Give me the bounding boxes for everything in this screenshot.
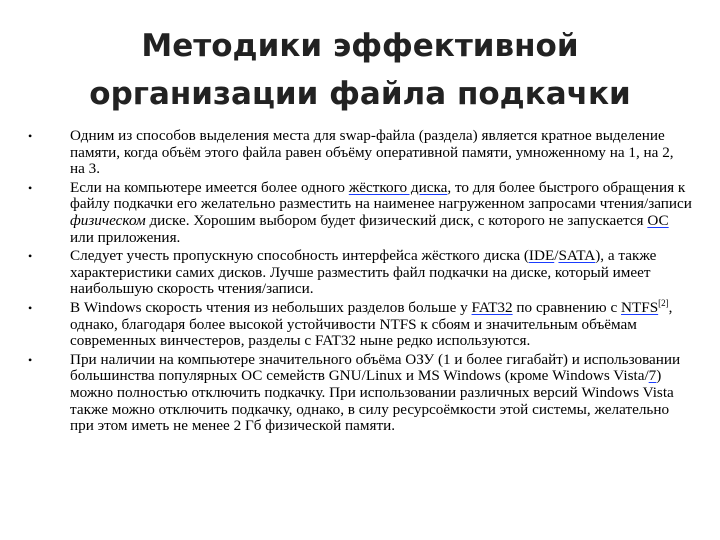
bullet-text: или приложения. (70, 228, 181, 246)
hyperlink[interactable]: ОС (647, 211, 669, 229)
bullet-dot-icon: • (28, 352, 33, 367)
bullet-item (22, 297, 692, 350)
hyperlink[interactable]: жёсткого диска (348, 178, 448, 196)
bullet-item (22, 128, 692, 178)
bullet-text: ), а также характеристики самих дисков. Лучше разместить файл подкачки на диске, который имеет наибольшую скорость чтения/записи. (70, 247, 657, 298)
bullet-text: , однако, благодаря более высокой устойчивости NTFS к сбоям и значительным объёмам современных винчестеров, разделы с FAT32 ныне редко используются. (70, 298, 673, 350)
bullet-text: диске. Хорошим выбором будет физический диск, с которого не запускается (145, 211, 648, 229)
bullet-text: физическом (70, 211, 146, 229)
bullet-text: При наличии на компьютере значительного объёма ОЗУ (1 и более гигабайт) и использовании большинства популярных ОС семейств GNU/Linux и MS Windows (кроме Windows Vista/ (70, 350, 681, 385)
bullet-dot-icon: • (28, 249, 33, 264)
slide-title-line-2: организации файла подкачки (89, 76, 631, 112)
bullet-item (22, 352, 692, 435)
bullet-dot-icon: • (28, 180, 33, 195)
hyperlink[interactable]: NTFS (621, 298, 659, 316)
bullet-text: Одним из способов выделения места для swap-файла (раздела) является кратное выделение памяти, когда объём этого файла равен объёму оперативной памяти, умноженному на 1, на 2, на 3. (70, 127, 674, 178)
slide-title (40, 22, 680, 118)
bullet-item (22, 180, 692, 246)
bullet-dot-icon: • (28, 129, 33, 143)
hyperlink[interactable]: 7 (648, 367, 657, 385)
bullet-dot-icon: • (28, 300, 33, 315)
hyperlink[interactable]: IDE (528, 247, 555, 265)
bullet-text: Следует учесть пропускную способность интерфейса жёсткого диска ( (70, 247, 529, 265)
bullet-text: / (554, 247, 559, 265)
bullet-text: Если на компьютере имеется более одного (70, 178, 349, 196)
hyperlink[interactable]: FAT32 (471, 298, 513, 316)
bullet-text: ) можно полностью отключить подкачку. При использовании различных версий Windows Vista также можно отключить подкачку, однако, в силу ресурсоёмкости этой системы, желательно при этом иметь не менее 2 Гб физической памяти. (70, 367, 674, 435)
bullet-item (22, 248, 692, 298)
bullet-text: В Windows скорость чтения из небольших разделов больше у (70, 298, 472, 316)
bullet-text: по сравнению с (512, 298, 621, 316)
bullet-list (22, 128, 692, 437)
hyperlink[interactable]: SATA (558, 247, 596, 265)
slide-title-line-1: Методики эффективной (141, 28, 579, 64)
footnote-ref[interactable]: [2] (658, 297, 669, 308)
bullet-text: , то для более быстрого обращения к файлу подкачки его желательно разместить на наименее нагруженном запросами чтения/записи (70, 178, 692, 213)
